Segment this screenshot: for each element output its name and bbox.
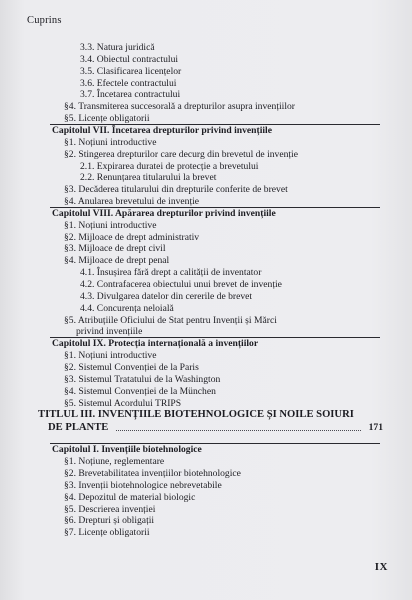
- entry-title: 3.6. Efectele contractului: [80, 77, 177, 89]
- entry-title: §3. Mijloace de drept civil: [64, 243, 166, 255]
- running-header: Cuprins: [27, 15, 62, 26]
- chapter-rule: [50, 124, 380, 125]
- entry-title: §5. Licențe obligatorii: [64, 113, 150, 125]
- entry-title: 3.7. Încetarea contractului: [80, 89, 181, 101]
- entry-title: §4. Anularea brevetului de invenție: [64, 196, 200, 208]
- entry-title: §1. Noțiuni introductive: [64, 136, 157, 148]
- entry-title: §1. Noțiune, reglementare: [64, 455, 165, 467]
- entry-title: §2. Brevetabilitatea invențiilor biotehnologice: [64, 467, 241, 479]
- part-title-line2: DE PLANTE: [48, 422, 109, 433]
- entry-title: §4. Sistemul Convenției de la München: [64, 385, 216, 397]
- part-title: [38, 408, 383, 434]
- entry-title: 2.2. Renunțarea titularului la brevet: [80, 172, 217, 184]
- entry-title: privind invențiile: [76, 326, 143, 338]
- entry-title: §2. Mijloace de drept administrativ: [64, 231, 200, 243]
- entry-title: §4. Transmiterea succesorală a drepturilor asupra invențiilor: [64, 101, 295, 113]
- entry-title: §6. Drepturi și obligații: [64, 515, 155, 527]
- chapter-title: Capitolul IX. Protecția internațională a invențiilor: [52, 338, 259, 350]
- entry-title: 4.4. Concurența neloială: [80, 302, 174, 314]
- entry-title: §3. Invenții biotehnologice nebrevetabile: [64, 479, 222, 491]
- entry-title: §3. Sistemul Tratatului de la Washington: [64, 373, 221, 385]
- chapter-title: Capitolul I. Invențiile biotehnologice: [52, 444, 202, 455]
- entry-title: §7. Licențe obligatorii: [64, 527, 150, 539]
- entry-title: 3.3. Natura juridică: [80, 42, 155, 53]
- entry-title: 4.2. Contrafacerea obiectului unui brevet de invenție: [80, 279, 282, 290]
- entry-title: §4. Depozitul de material biologic: [64, 491, 196, 503]
- entry-title: §3. Decăderea titularului din drepturile conferite de brevet: [64, 184, 288, 196]
- entry-title: §1. Noțiuni introductive: [64, 219, 157, 231]
- entry-title: 2.1. Expirarea duratei de protecție a brevetului: [80, 160, 259, 172]
- part-title-page: 171: [368, 422, 383, 433]
- entry-title: 4.3. Divulgarea datelor din cererile de brevet: [80, 290, 253, 302]
- entry-title: §5. Sistemul Acordului TRIPS: [64, 397, 182, 409]
- entry-title: 4.1. Însușirea fără drept a calității de inventator: [80, 267, 262, 279]
- part-title-line1: TITLUL III. INVENȚIILE BIOTEHNOLOGICE ȘI NOILE SOIURI: [38, 409, 354, 420]
- entry-title: 3.4. Obiectul contractului: [80, 53, 179, 65]
- entry-title: §2. Stingerea drepturilor care decurg din brevetul de invenție: [64, 148, 298, 160]
- page-number: IX: [374, 561, 388, 573]
- leader-dots: [116, 430, 361, 431]
- entry-title: 3.5. Clasificarea licențelor: [80, 65, 182, 77]
- entry-title: §1. Noțiuni introductive: [64, 350, 157, 362]
- chapter-title: Capitolul VIII. Apărarea drepturilor privind invențiile: [52, 207, 276, 219]
- entry-title: §4. Mijloace de drept penal: [64, 255, 170, 267]
- chapter-title: Capitolul VII. Încetarea drepturilor privind invențiile: [52, 124, 272, 136]
- chapter-rule: [50, 443, 380, 444]
- entry-title: §5. Atribuțiile Oficiului de Stat pentru Invenții și Mărci: [64, 314, 277, 326]
- entry-title: §5. Descrierea invenției: [64, 503, 156, 515]
- chapter-rule: [50, 337, 380, 338]
- chapter-rule: [50, 207, 380, 208]
- entry-title: §2. Sistemul Convenției de la Paris: [64, 361, 199, 373]
